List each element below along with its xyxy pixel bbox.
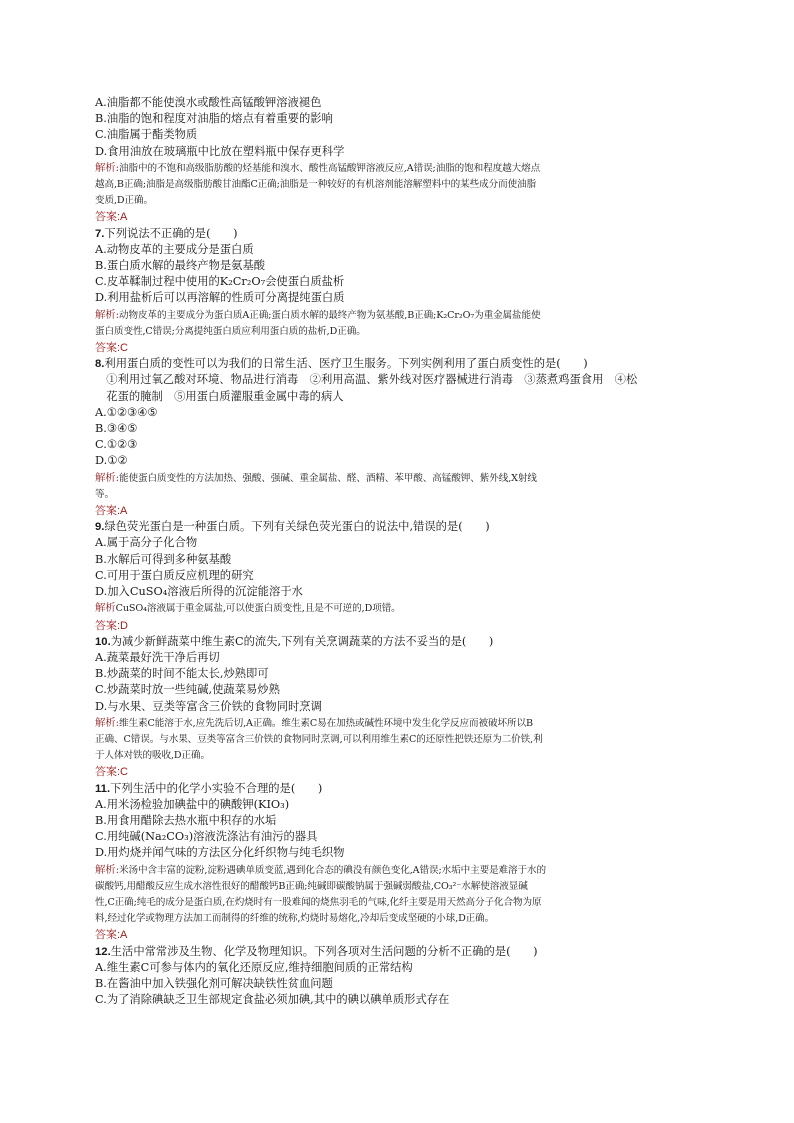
line-text: B.③④⑤ (95, 422, 138, 436)
line-text: D.①② (95, 454, 128, 468)
answer-line (95, 764, 700, 780)
explanation-tag: 解析 (95, 602, 116, 615)
option-line (95, 372, 700, 388)
explanation-line (95, 324, 700, 340)
line-text: 花蛋的腌制 ⑤用蛋白质灌服重金属中毒的病人 (95, 389, 344, 403)
option-line (95, 290, 700, 306)
explanation-line (95, 307, 700, 324)
document-page (95, 95, 700, 1008)
line-text: 答案:C (95, 342, 128, 355)
option-line (95, 797, 700, 813)
line-text: C.油脂属于酯类物质 (95, 128, 198, 142)
line-text: B.蛋白质水解的最终产物是氨基酸 (95, 259, 266, 273)
line-text: 蛋白质变性,C错误;分离提纯蛋白质应利用蛋白质的盐析,D正确。 (95, 325, 366, 337)
line-text: A.用米汤检验加碘盐中的碘酸钾(KIO₃) (95, 797, 290, 811)
line-text: D.食用油放在玻璃瓶中比放在塑料瓶中保存更科学 (95, 144, 345, 158)
option-line (95, 421, 700, 437)
line-text: B.在酱油中加入铁强化剂可解决缺铁性贫血问题 (95, 976, 333, 990)
option-line (95, 650, 700, 666)
line-text: 答案:D (95, 619, 128, 632)
explanation-line (95, 911, 700, 927)
line-text: B.炒蔬菜的时间不能太长,炒熟即可 (95, 667, 269, 681)
option-line (95, 144, 700, 160)
line-text: D.利用盐析后可以再溶解的性质可分离提纯蛋白质 (95, 291, 345, 305)
option-line (95, 111, 700, 127)
line-text: 能使蛋白质变性的方法加热、强酸、强碱、重金属盐、醛、酒精、苯甲酸、高锰酸钾、紫外线,X射线 (118, 472, 537, 484)
explanation-tag: 解析: (95, 161, 119, 174)
question-number: 7. (95, 227, 105, 240)
line-text: D.加入CuSO₄溶液后所得的沉淀能溶于水 (95, 585, 303, 599)
line-text: B.油脂的饱和程度对油脂的熔点有着重要的影响 (95, 112, 333, 126)
option-line (95, 813, 700, 829)
question-number: 11. (95, 782, 111, 795)
question-line (95, 634, 700, 650)
line-text: 正确、C错误。与水果、豆类等富含三价铁的食物同时烹调,可以利用维生素C的还原性把铁还原为二价铁,利 (95, 733, 543, 745)
line-text: 下列生活中的化学小实验不合理的是( ) (110, 781, 323, 795)
option-line (95, 960, 700, 976)
question-number: 12. (95, 945, 111, 958)
line-text: D.与水果、豆类等富含三价铁的食物同时烹调 (95, 699, 322, 713)
line-text: 碳酸钙,用醋酸反应生成水溶性很好的醋酸钙B正确;纯碱即碳酸钠属于强碱弱酸盐,CO₃²⁻水解使溶液显碱 (95, 880, 528, 892)
explanation-line (95, 862, 700, 879)
line-text: C.用纯碱(Na₂CO₃)溶液洗涤沾有油污的器具 (95, 830, 318, 844)
explanation-line (95, 177, 700, 193)
line-text: C.皮革鞣制过程中使用的K₂Cr₂O₇会使蛋白质盐析 (95, 275, 345, 289)
explanation-line (95, 715, 700, 732)
line-text: 答案:C (95, 766, 128, 779)
line-text: 答案:A (95, 505, 128, 518)
answer-line (95, 618, 700, 634)
line-text: A.油脂都不能使溴水或酸性高锰酸钾溶液褪色 (95, 96, 322, 109)
option-line (95, 242, 700, 258)
line-text: A.动物皮革的主要成分是蛋白质 (95, 242, 254, 256)
option-line (95, 584, 700, 600)
option-line (95, 666, 700, 682)
explanation-line (95, 470, 700, 487)
answer-line (95, 340, 700, 356)
option-line (95, 699, 700, 715)
option-line (95, 258, 700, 274)
option-line (95, 95, 700, 111)
line-text: A.维生素C可参与体内的氧化还原反应,维持细胞间质的正常结构 (95, 960, 413, 974)
line-text: 越高,B正确;油脂是高级脂肪酸甘油酯C正确;油脂是一种较好的有机溶剂能溶解塑料中的某些成分而使油脂 (95, 179, 537, 191)
option-line (95, 845, 700, 861)
answer-line (95, 209, 700, 225)
explanation-line (95, 487, 700, 503)
option-line (95, 829, 700, 845)
line-text: C.炒蔬菜时放一些纯碱,使蔬菜易炒熟 (95, 683, 280, 697)
option-line (95, 389, 700, 405)
answer-line (95, 927, 700, 943)
line-text: 绿色荧光蛋白是一种蛋白质。下列有关绿色荧光蛋白的说法中,错误的是( ) (104, 520, 490, 534)
line-text: C.①②③ (95, 438, 138, 452)
line-text: CuSO₄溶液属于重金属盐,可以使蛋白质变性,且是不可逆的,D项错。 (115, 603, 401, 615)
line-text: 利用蛋白质的变性可以为我们的日常生活、医疗卫生服务。下列实例利用了蛋白质变性的是( ) (104, 357, 588, 371)
line-text: C.可用于蛋白质反应机理的研究 (95, 568, 254, 582)
question-number: 10. (95, 635, 111, 648)
line-text: 米汤中含丰富的淀粉,淀粉遇碘单质变蓝,遇到化合态的碘没有颜色变化,A错误;水垢中主要是难溶于水的 (118, 864, 547, 876)
explanation-tag: 解析: (95, 863, 119, 876)
line-text: A.蔬菜最好洗干净后再切 (95, 650, 220, 664)
line-text: 维生素C能溶于水,应先洗后切,A正确。维生素C易在加热或碱性环境中发生化学反应而被破坏所以B (118, 717, 533, 729)
question-line (95, 519, 700, 535)
explanation-line (95, 895, 700, 911)
option-line (95, 535, 700, 551)
option-line (95, 437, 700, 453)
question-line (95, 226, 700, 242)
option-line (95, 992, 700, 1008)
explanation-line (95, 879, 700, 895)
explanation-line (95, 732, 700, 748)
line-text: D.用灼烧并闻气味的方法区分化纤织物与纯毛织物 (95, 846, 345, 860)
line-text: 性,C正确;纯毛的成分是蛋白质,在灼烧时有一股难闻的烧焦羽毛的气味,化纤主要是用天然高分子化合物为原 (95, 896, 542, 908)
option-line (95, 568, 700, 584)
question-line (95, 944, 700, 960)
explanation-line (95, 600, 700, 617)
option-line (95, 682, 700, 698)
explanation-tag: 解析: (95, 308, 119, 321)
explanation-tag: 解析: (95, 716, 119, 729)
option-line (95, 552, 700, 568)
explanation-tag: 解析: (95, 471, 119, 484)
explanation-line (95, 193, 700, 209)
question-number: 8. (95, 358, 105, 371)
option-line (95, 127, 700, 143)
answer-line (95, 503, 700, 519)
line-text: 变质,D正确。 (95, 195, 154, 207)
option-line (95, 405, 700, 421)
option-line (95, 976, 700, 992)
question-line (95, 356, 700, 372)
question-number: 9. (95, 521, 105, 534)
explanation-line (95, 748, 700, 764)
question-line (95, 781, 700, 797)
option-line (95, 274, 700, 290)
line-text: C.为了消除碘缺乏卫生部规定食盐必须加碘,其中的碘以碘单质形式存在 (95, 993, 450, 1007)
line-text: 于人体对铁的吸收,D正确。 (95, 750, 210, 762)
line-text: ①利用过氧乙酸对环境、物品进行消毒 ②利用高温、紫外线对医疗器械进行消毒 ③蒸煮鸡蛋食用 ④松 (95, 373, 638, 387)
line-text: 油脂中的不饱和高级脂肪酸的烃基能和溴水、酸性高锰酸钾溶液反应,A错误;油脂的饱和程度越大熔点 (118, 162, 541, 174)
line-text: B.水解后可得到多种氨基酸 (95, 552, 232, 566)
line-text: 答案:A (95, 211, 128, 224)
line-text: 下列说法不正确的是( ) (104, 226, 238, 240)
line-text: 生活中常常涉及生物、化学及物理知识。下列各项对生活问题的分析不正确的是( ) (110, 944, 538, 958)
line-text: B.用食用醋除去热水瓶中积存的水垢 (95, 813, 277, 827)
line-text: 答案:A (95, 929, 128, 942)
line-text: 等。 (95, 488, 114, 500)
line-text: 为减少新鲜蔬菜中维生素C的流失,下列有关烹调蔬菜的方法不妥当的是( ) (110, 634, 494, 648)
option-line (95, 453, 700, 469)
line-text: 料,经过化学或物理方法加工而制得的纤维的统称,灼烧时易熔化,冷却后变成坚硬的小球,D正确。 (95, 913, 495, 925)
line-text: A.属于高分子化合物 (95, 536, 198, 550)
explanation-line (95, 160, 700, 177)
line-text: 动物皮革的主要成分为蛋白质A正确;蛋白质水解的最终产物为氨基酸,B正确;K₂Cr₂O₇为重金属盐能使 (118, 309, 541, 321)
line-text: A.①②③④⑤ (95, 405, 158, 419)
